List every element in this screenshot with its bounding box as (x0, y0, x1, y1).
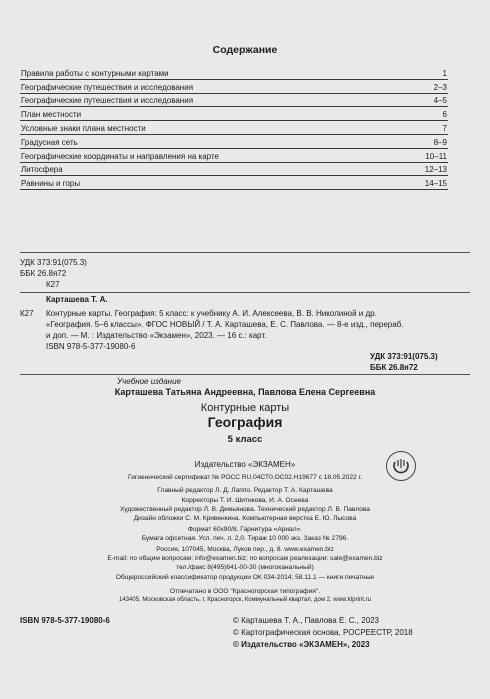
okp: Общероссийский классификатор продукции ОК 034-2014; 58.11.1 — книги печатные (115, 574, 375, 581)
edition-title: География (207, 414, 283, 430)
udk-right: УДК 373:91(075.3) (370, 352, 438, 361)
toc-item-page: 12–13 (424, 165, 447, 175)
toc-row (20, 149, 448, 163)
editors-1: Главный редактор Л. Д. Лаппо. Редактор Т. А. Карташева (157, 487, 333, 494)
editors-3: Художественный редактор Л. В. Демьянова. Технический редактор Л. В. Павлова (120, 506, 370, 513)
description-line-3: и доп. — М. : Издательство «Экзамен», 2023. — 16 с.: карт. (46, 331, 267, 340)
toc-item-title: План местности (21, 110, 82, 120)
toc-item-title: Географические путешествия и исследования (21, 82, 194, 92)
copyright-1: © Карташева Т. А., Павлова Е. С., 2023 (233, 616, 379, 625)
toc-item-title: Правила работы с контурными картами (21, 68, 169, 78)
toc-item-title: Условные знаки плана местности (21, 123, 146, 133)
toc-item-title: Литосфера (21, 165, 63, 175)
toc-row (20, 94, 448, 108)
edition-kind: Контурные карты (200, 402, 290, 414)
toc-item-page: 2–3 (433, 82, 447, 92)
toc-item-page: 7 (442, 123, 447, 133)
toc-item-page: 6 (442, 110, 447, 120)
edition-authors: Карташева Татьяна Андреевна, Павлова Елена Сергеевна (114, 387, 376, 397)
format: Формат 60х90/8. Гарнитура «Ариал». (187, 526, 303, 533)
toc-row (20, 80, 448, 94)
table-of-contents (20, 66, 448, 190)
address: Россия, 107045, Москва, Луков пер., д. 8. www.examen.biz (156, 546, 334, 553)
author-name: Карташева Т. А. (46, 295, 108, 304)
author-mark: К27 (46, 280, 60, 289)
editors-4: Дизайн обложки С. М. Кривенкина. Компьютерная верстка Е. Ю. Лысова (133, 515, 357, 522)
toc-item-title: Равнины и горы (21, 179, 81, 189)
publisher-name: Издательство «ЭКЗАМЕН» (194, 460, 296, 469)
toc-title: Содержание (212, 44, 278, 56)
certificate: Гигиенический сертификат № РОСС RU.04СТ0.ОС02.Н19677 с 18.05.2022 г. (128, 474, 362, 481)
toc-row (20, 135, 448, 149)
description-line-2: «География. 5–6 классы». ФГОС НОВЫЙ / Т. А. Карташева, Е. С. Павлова. — 8-е изд., перераб. (46, 320, 404, 329)
edition-grade: 5 класс (227, 434, 263, 445)
toc-item-page: 8–9 (433, 137, 447, 147)
isbn: ISBN 978-5-377-19080-6 (46, 342, 136, 351)
toc-row (20, 121, 448, 135)
toc-item-page: 4–5 (433, 96, 447, 106)
bbk-right: ББК 26.8я72 (370, 363, 418, 372)
publisher (80, 460, 410, 470)
email: E-mail: по общим вопросам: info@examen.biz; по вопросам реализации: sale@examen.biz (107, 555, 383, 562)
copyright-2: © Картографическая основа, РОСРЕЕСТР, 2018 (233, 628, 413, 637)
toc-row (20, 66, 448, 80)
phone: тел./факс 8(495)641-00-30 (многоканальный) (176, 564, 314, 571)
toc-row (20, 163, 448, 177)
divider (20, 292, 470, 293)
toc-item-page: 14–15 (424, 179, 447, 189)
edition-type: Учебное издание (117, 377, 181, 386)
isbn-bottom: ISBN 978-5-377-19080-6 (20, 616, 110, 625)
bbk-code: ББК 26.8я72 (20, 269, 67, 278)
toc-item-page: 1 (442, 68, 447, 78)
copyright-3: © Издательство «ЭКЗАМЕН», 2023 (233, 640, 370, 649)
udk-code: УДК 373:91(075.3) (20, 258, 87, 267)
toc-row (20, 107, 448, 121)
toc-item-title: Географические путешествия и исследования (21, 96, 194, 106)
toc-item-title: Градусная сеть (21, 137, 78, 147)
printed-by: Отпечатано в ООО "Красногорская типография". (169, 588, 321, 595)
toc-item-title: Географические координаты и направления на карте (21, 151, 219, 161)
toc-item-page: 10–11 (425, 151, 447, 161)
print-address: 143405, Московская область, г. Красногорск, Коммунальный квартал, дом 2. www.ktprint.ru (119, 597, 371, 603)
paper: Бумага офсетная. Усл. печ. л. 2,0. Тираж 10 000 экз. Заказ № 2796. (141, 535, 349, 542)
author-mark-left: К27 (20, 309, 34, 318)
description-line-1: Контурные карты. География: 5 класс: к учебнику А. И. Алексеева, В. В. Николиной и др. (46, 309, 377, 318)
divider (20, 374, 470, 375)
toc-row (20, 176, 448, 190)
divider (20, 252, 470, 253)
editors-2: Корректоры Т. И. Шитикова, И. А. Осеева (181, 497, 309, 504)
